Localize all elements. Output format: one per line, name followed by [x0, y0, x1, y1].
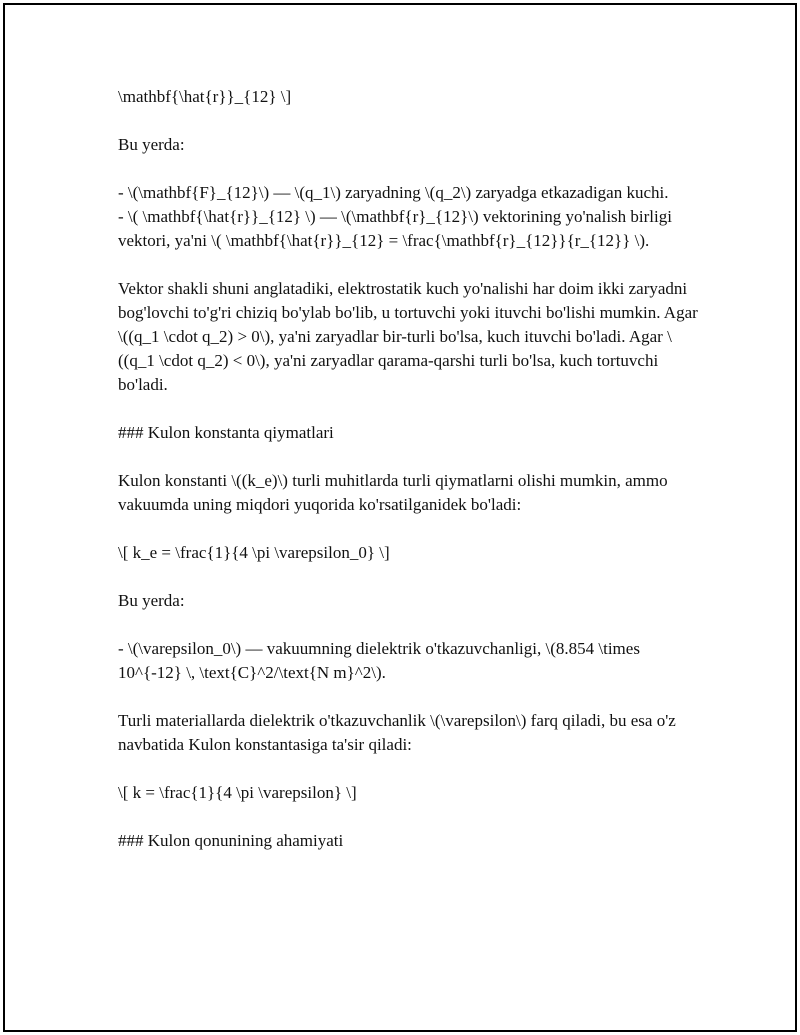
page-frame [3, 3, 797, 1032]
equation-tail: \mathbf{\hat{r}}_{12} \] [118, 87, 292, 106]
document-body [118, 85, 703, 877]
equation-k: \[ k = \frac{1}{4 \pi \varepsilon} \] [118, 783, 357, 802]
equation-ke: \[ k_e = \frac{1}{4 \pi \varepsilon_0} \] [118, 543, 390, 562]
paragraph-bu-yerda-2: Bu yerda: [118, 591, 185, 610]
paragraph-vector-form: Vektor shakli shuni anglatadiki, elektrostatik kuch yo'nalishi har doim ikki zaryadni bog'lovchi to'g'ri chiziq bo'ylab bo'lib, u tortuvchi yoki ituvchi bo'lishi mumkin. Agar \((q_1 \cdot q_2) > 0\), ya'ni zaryadlar bir-turli bo'lsa, kuch ituvchi bo'ladi. Agar \((q_1 \cdot q_2) < 0\), ya'ni zaryadlar qarama-qarshi turli bo'lsa, kuch tortuvchi bo'ladi. [118, 279, 703, 394]
section-heading-constants: ### Kulon konstanta qiymatlari [118, 423, 334, 442]
list-item-force: - \(\mathbf{F}_{12}\) — \(q_1\) zaryadning \(q_2\) zaryadga etkazadigan kuchi. [118, 183, 669, 202]
list-item-epsilon0: - \(\varepsilon_0\) — vakuumning dielektrik o'tkazuvchanligi, \(8.854 \times 10^{-12} \, \text{C}^2/\text{N m}^2\). [118, 639, 645, 682]
paragraph-coulomb-constant: Kulon konstanti \((k_e)\) turli muhitlarda turli qiymatlarni olishi mumkin, ammo vakuumda uning miqdori yuqorida ko'rsatilganidek bo'ladi: [118, 471, 672, 514]
section-heading-importance: ### Kulon qonunining ahamiyati [118, 831, 344, 850]
list-item-unit-vector: - \( \mathbf{\hat{r}}_{12} \) — \(\mathbf{r}_{12}\) vektorining yo'nalish birligi vektori, ya'ni \( \mathbf{\hat{r}}_{12} = \frac{\mathbf{r}_{12}}{r_{12}} \). [118, 207, 677, 250]
paragraph-bu-yerda: Bu yerda: [118, 135, 185, 154]
paragraph-materials: Turli materiallarda dielektrik o'tkazuvchanlik \(\varepsilon\) farq qiladi, bu esa o'z navbatida Kulon konstantasiga ta'sir qiladi: [118, 711, 681, 754]
